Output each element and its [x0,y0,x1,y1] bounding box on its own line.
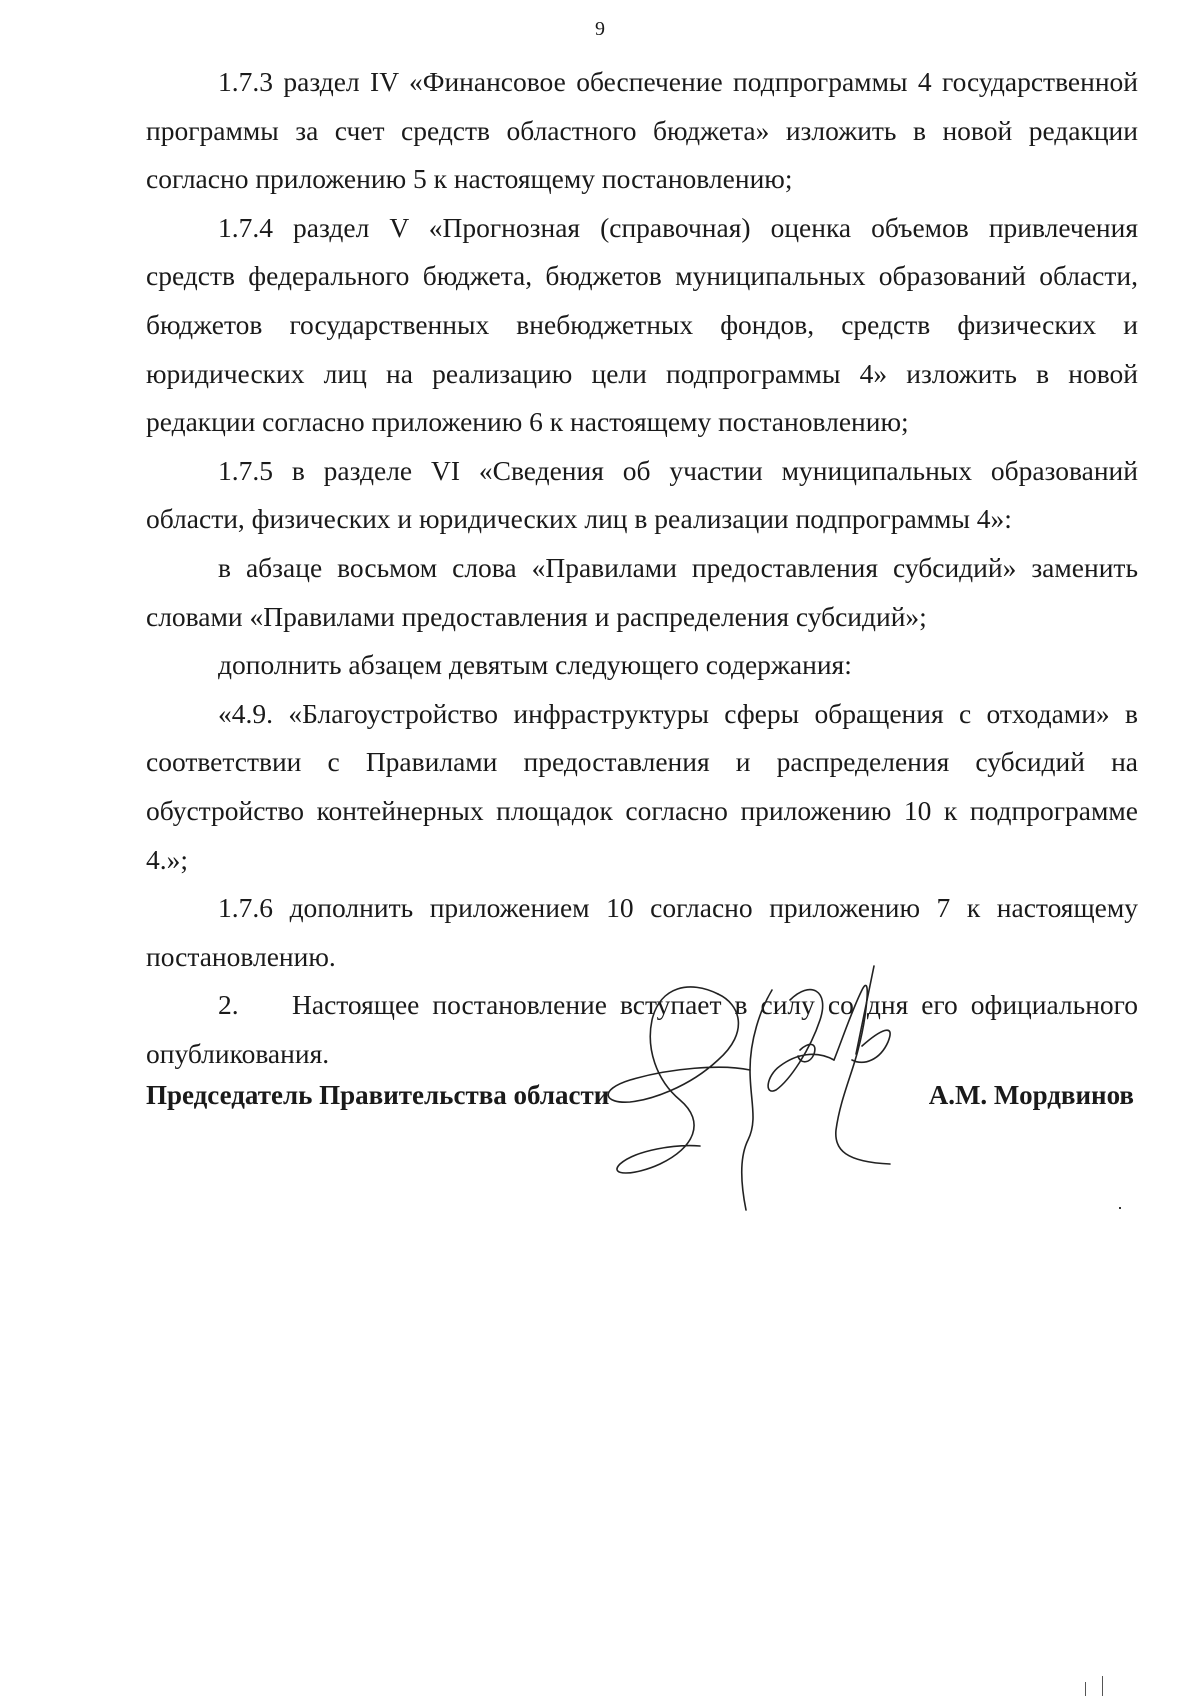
document-body [146,58,1138,1078]
scan-edge-mark [1085,1682,1086,1696]
paragraph-4-9: «4.9. «Благоустройство инфраструктуры сферы обращения с отходами» в соответствии с Правилами предоставления и распределения субсидий на обустройство контейнерных площадок согласно приложению 10 к подпрограмме 4.»; [146,697,1138,875]
scan-speck [1119,1207,1121,1209]
paragraph-1-7-6: 1.7.6 дополнить приложением 10 согласно приложению 7 к настоящему постановлению. [146,892,1138,972]
handwritten-signature [590,950,950,1220]
paragraph-1-7-5: 1.7.5 в разделе VI «Сведения об участии муниципальных образований области, физических и юридических лиц в реализации подпрограммы 4»: [146,454,1138,535]
clause-number: 2. [218,989,239,1021]
paragraph-1-7-3: 1.7.3 раздел IV «Финансовое обеспечение подпрограммы 4 государственной программы за счет средств областного бюджета» изложить в новой редакции согласно приложению 5 к настоящему постановлению; [146,66,1138,195]
signatory-title: Председатель Правительства области [146,1080,610,1110]
page-number: 9 [595,18,605,40]
paragraph-amendment-eighth: в абзаце восьмом слова «Правилами предоставления субсидий» заменить словами «Правилами предоставления и распределения субсидий»; [146,551,1138,632]
scan-edge-mark [1102,1676,1103,1696]
paragraph-add-ninth: дополнить абзацем девятым следующего содержания: [218,649,852,681]
clause-text: Настоящее постановление вступает в силу со дня его официального опубликования. [146,989,1138,1069]
signatory-name: А.М. Мордвинов [928,1080,1134,1110]
paragraph-1-7-4: 1.7.4 раздел V «Прогнозная (справочная) оценка объемов привлечения средств федерального бюджета, бюджетов муниципальных образований области, бюджетов государственных внебюджетных фондов, средств физических и юридических лиц на реализацию цели подпрограммы 4» изложить в новой редакции согласно приложению 6 к настоящему постановлению; [146,211,1138,438]
